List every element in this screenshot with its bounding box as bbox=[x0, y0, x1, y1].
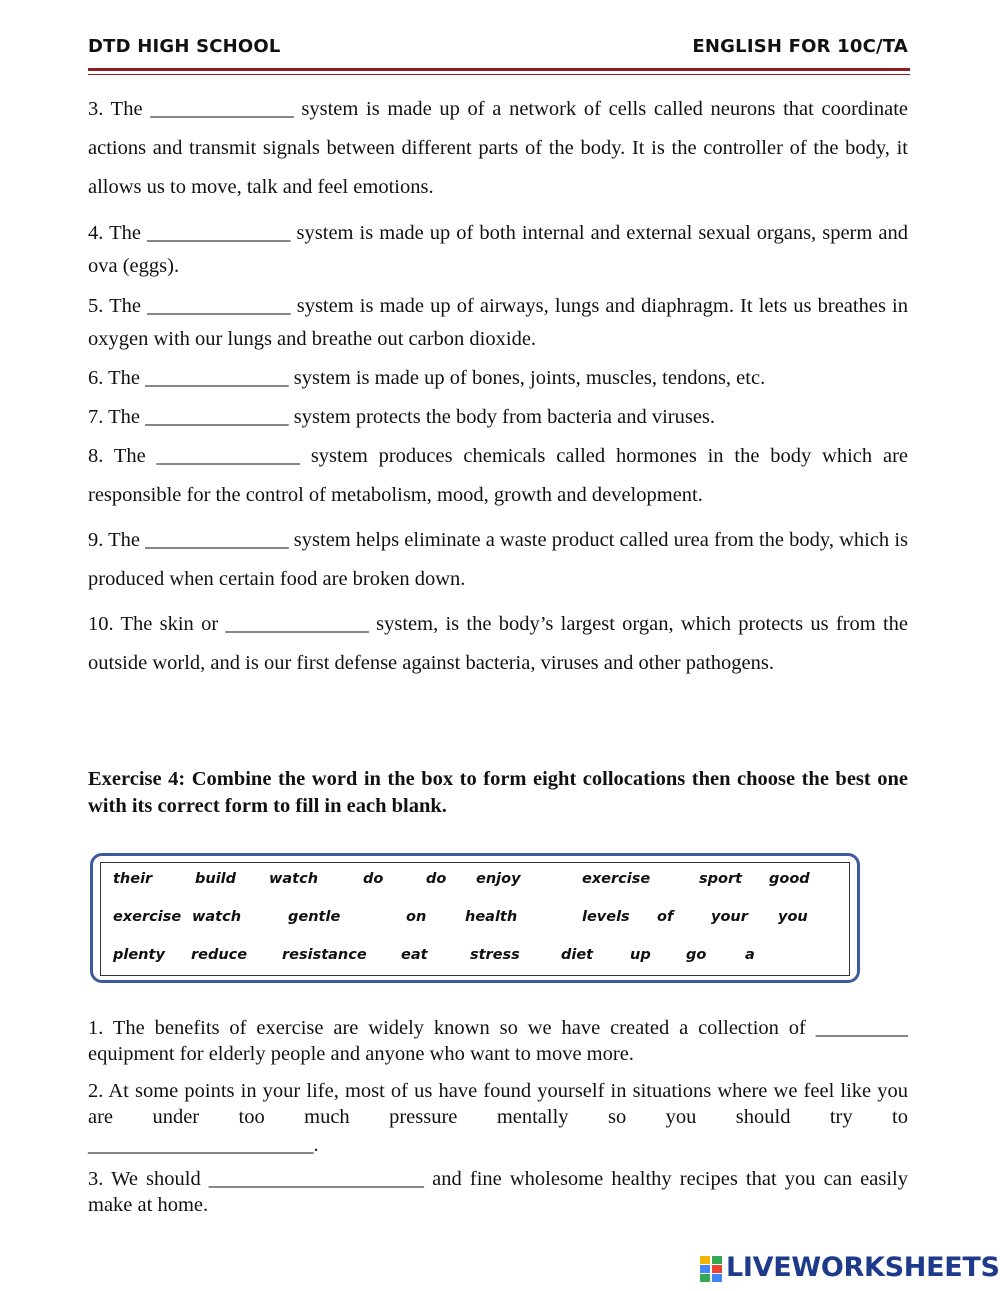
word-box-word: your bbox=[711, 909, 748, 925]
question-7: 7. The ______________ system protects the body from bacteria and viruses. bbox=[88, 406, 716, 428]
word-box-word: good bbox=[769, 871, 810, 887]
page-header bbox=[88, 36, 908, 66]
word-box-word: gentle bbox=[288, 909, 341, 925]
word-box-word: health bbox=[465, 909, 518, 925]
word-box-word: go bbox=[686, 947, 707, 963]
liveworksheets-logo bbox=[700, 1252, 1000, 1286]
word-box-word: exercise bbox=[582, 871, 651, 887]
word-box-word: reduce bbox=[191, 947, 248, 963]
word-box-word: enjoy bbox=[476, 871, 521, 887]
question-6: 6. The ______________ system is made up of bones, joints, muscles, tendons, etc. bbox=[88, 367, 766, 389]
liveworksheets-logo-icon bbox=[700, 1256, 724, 1282]
word-box-word: watch bbox=[269, 871, 319, 887]
word-box-word: levels bbox=[582, 909, 630, 925]
question-9: 9. The ______________ system helps eliminate a waste product called urea from the body, which is produced when certain food are broken down. bbox=[88, 529, 908, 590]
word-box-word: exercise bbox=[113, 909, 182, 925]
header-rule-thick bbox=[88, 68, 910, 71]
word-box-word: up bbox=[630, 947, 651, 963]
word-box-word: resistance bbox=[282, 947, 367, 963]
word-box-word: eat bbox=[401, 947, 428, 963]
exercise-4-question-3: 3. We should _____________________ and fine wholesome healthy recipes that you can easily make at home. bbox=[88, 1168, 908, 1216]
word-box-word: plenty bbox=[113, 947, 165, 963]
liveworksheets-brand: LIVEWORKSHEETS bbox=[726, 1252, 1000, 1283]
word-box-word: you bbox=[778, 909, 808, 925]
word-box-word: watch bbox=[192, 909, 242, 925]
question-3: 3. The ______________ system is made up of a network of cells called neurons that coordinate actions and transmit signals between different parts of the body. It is the controller of the body, it allows us to move, talk and feel emotions. bbox=[88, 98, 908, 198]
question-8: 8. The ______________ system produces chemicals called hormones in the body which are responsible for the control of metabolism, mood, growth and development. bbox=[88, 445, 908, 506]
word-box-word: do bbox=[363, 871, 384, 887]
word-box-word: stress bbox=[470, 947, 520, 963]
question-5: 5. The ______________ system is made up of airways, lungs and diaphragm. It lets us breathes in oxygen with our lungs and breathe out carbon dioxide. bbox=[88, 295, 908, 350]
word-box-word: of bbox=[657, 909, 674, 925]
word-box-word: do bbox=[426, 871, 447, 887]
question-10: 10. The skin or ______________ system, is the body’s largest organ, which protects us from the outside world, and is our first defense against bacteria, viruses and other pathogens. bbox=[88, 613, 908, 674]
word-box-word: diet bbox=[561, 947, 594, 963]
course-name: ENGLISH FOR 10C/TA bbox=[692, 36, 908, 57]
word-box-word: a bbox=[745, 947, 755, 963]
word-box-word: build bbox=[195, 871, 237, 887]
word-box-word: sport bbox=[699, 871, 743, 887]
exercise-4-question-2-blank: ______________________. bbox=[88, 1134, 319, 1156]
word-box-word: their bbox=[113, 871, 153, 887]
exercise-4-title: Exercise 4: Combine the word in the box to form eight collocations then choose the best one with its correct form to fill in each blank. bbox=[88, 768, 908, 817]
question-4: 4. The ______________ system is made up of both internal and external sexual organs, sperm and ova (eggs). bbox=[88, 222, 908, 277]
word-box-word: on bbox=[406, 909, 427, 925]
header-rule-thin bbox=[88, 74, 910, 75]
school-name: DTD HIGH SCHOOL bbox=[88, 36, 281, 57]
exercise-4-question-2: 2. At some points in your life, most of us have found yourself in situations where we feel like you are under too much pressure mentally so you should try to bbox=[88, 1080, 908, 1128]
exercise-4-question-1: 1. The benefits of exercise are widely known so we have created a collection of _________ equipment for elderly people and anyone who want to move more. bbox=[88, 1017, 908, 1065]
